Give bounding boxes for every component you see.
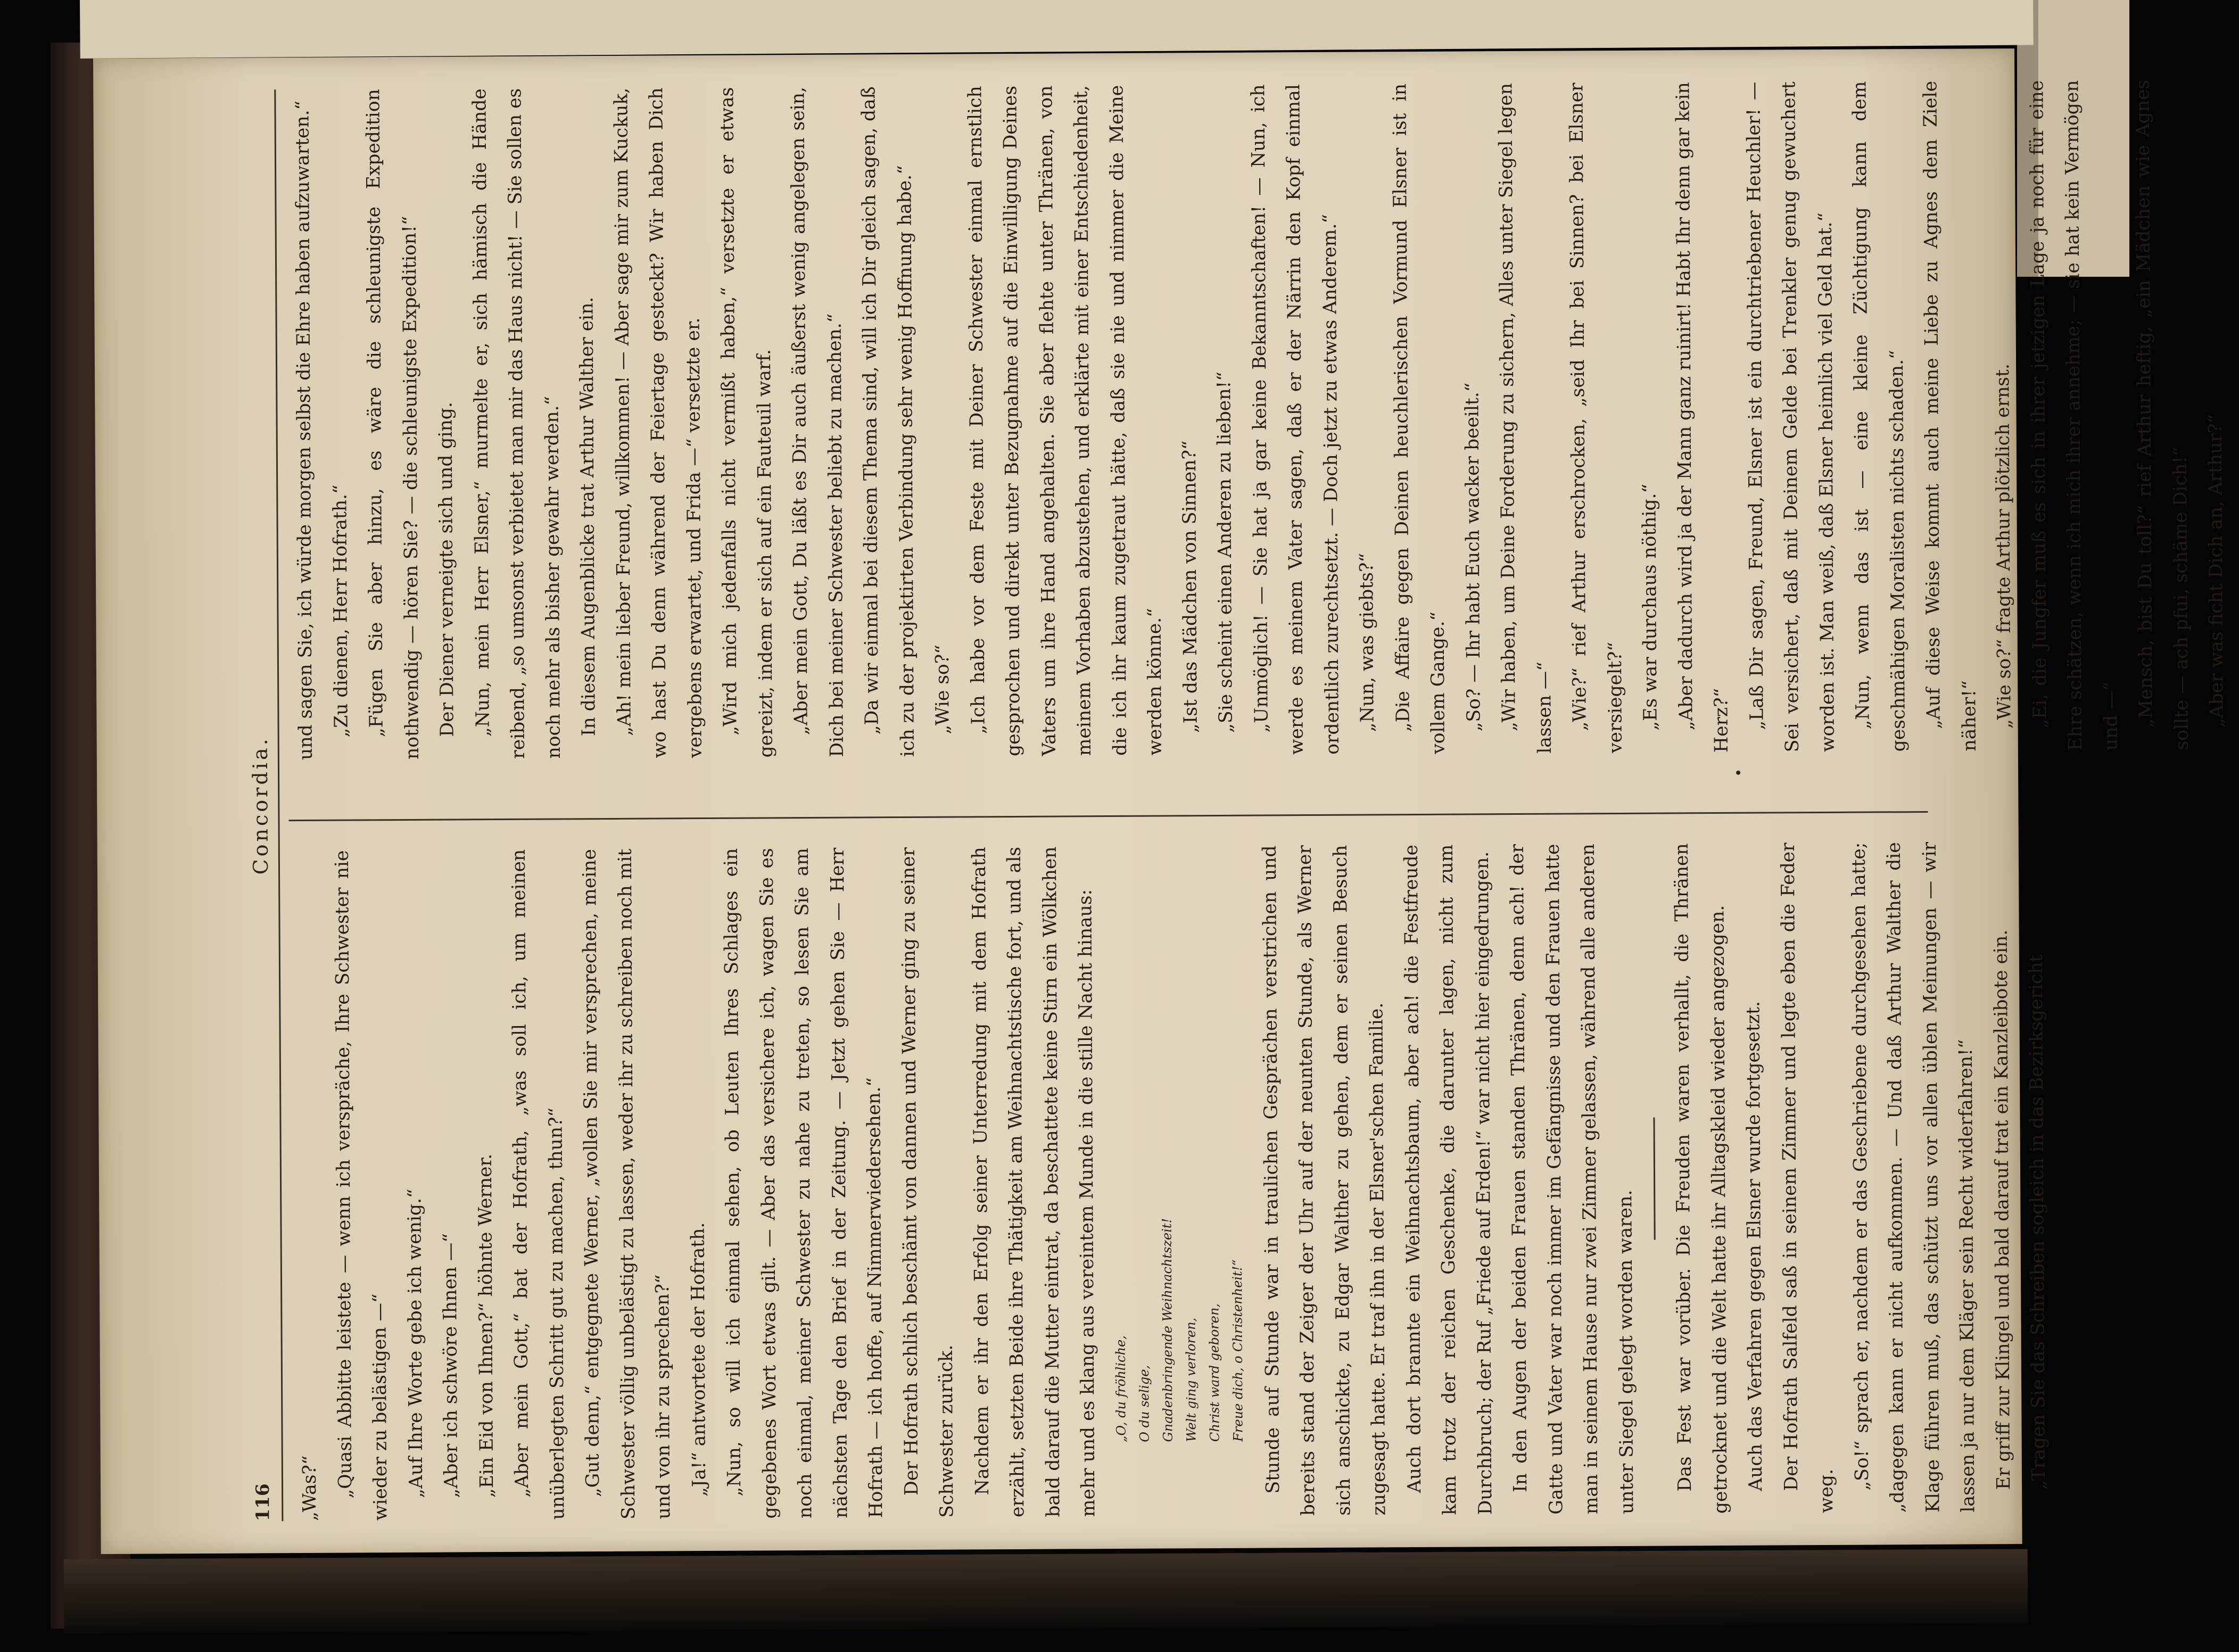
poem-line: O du selige, — [1136, 1365, 1152, 1442]
paragraph: „Auf Ihre Worte gebe ich wenig.“ — [403, 1188, 427, 1498]
paragraph: „Ja!“ antwortete der Hofrath. — [687, 1222, 710, 1497]
paragraph: „Es war durchaus nöthig.“ — [1639, 483, 1662, 731]
paragraph: „Tragen Sie das Schreiben sogleich in das Bezirksgericht — [2025, 954, 2050, 1490]
paragraph: „Ei, die Jungfer muß es sich in ihrer jetzigen Lage ja noch für eine Ehre schätzen, wenn ich mich ihrer annehme; — sie hat kein Vermögen und —“ — [2026, 80, 2122, 751]
paragraph: „Da wir einmal bei diesem Thema sind, will ich Dir gleich sagen, daß ich zu der projektirten Verbindung sehr wenig Hoffnung habe.“ — [858, 86, 919, 757]
paragraph: „Aber was ficht Dich an, Arthur?“ — [2204, 414, 2228, 728]
book-page — [93, 48, 2228, 1554]
poem-line: Christ ward geboren, — [1206, 1303, 1222, 1442]
paragraph: „Aber ich schwöre Ihnen —“ — [439, 1233, 462, 1498]
paragraph: „Wie?“ rief Arthur erschrocken, „seid Ihr bei Sinnen? bei Elsner versiegelt?“ — [1566, 82, 1626, 754]
paragraph: „Ein Eid von Ihnen?“ höhnte Werner. — [474, 1153, 498, 1498]
paragraph: „Mensch, bist Du toll?“ rief Arthur heftig, „ein Mädchen wie Agnes sollte — ach pfui, schäme Dich!“ — [2132, 79, 2193, 750]
paragraph: „Aber mein Gott,“ bat der Hofrath, „was soll ich, um meinen unüberlegten Schritt gut zu machen, thun?“ — [508, 849, 568, 1520]
paragraph: „Laß Dir sagen, Freund, Elsner ist ein durchtriebener Heuchler! — Sei versichert, daß mit Deinem Gelde bei Trenkler genug gewuchert worden ist. Man weiß, daß Elsner heimlich viel Geld hat.“ — [1742, 81, 1839, 753]
left-column — [289, 841, 2050, 1522]
poem-line: Freue dich, o Christenheit!“ — [1229, 1259, 1246, 1442]
paragraph: „Aber dadurch wird ja der Mann ganz ruinirt! Habt Ihr denn gar kein Herz?“ — [1672, 82, 1732, 753]
book-bottom-edge — [64, 1549, 2028, 1633]
paragraph: „Auf diese Weise kommt auch meine Liebe zu Agnes dem Ziele näher!“ — [1920, 80, 1980, 751]
paragraph: „Zu dienen, Herr Hofrath.“ — [329, 484, 352, 738]
paragraph: „Wir haben, um Deine Forderung zu sichern, Alles unter Siegel legen lassen —“ — [1495, 82, 1556, 754]
paragraph: „Nun, wenn das ist — eine kleine Züchtigung kann dem geschmähigen Moralisten nichts schaden.“ — [1849, 81, 1910, 752]
poem-line: Gnadenbringende Weihnachtszeit! — [1159, 1218, 1176, 1442]
paragraph: „Ah! mein lieber Freund, willkommen! — Aber sage mir zum Kuckuk, wo hast Du denn während der Feiertage gesteckt? Wir haben Dich vergebens erwartet, und Frida —“ versetzte er. — [610, 87, 706, 758]
running-title: Concordia. — [248, 736, 273, 875]
paragraph: „So!“ sprach er, nachdem er das Geschriebene durchgesehen hatte; „dagegen kann er nicht aufkommen. — Und daß Arthur Walther die Klage führen muß, das schützt uns vor allen üblen Meinungen — wir lassen ja nur dem Kläger sein Recht widerfahren!“ — [1848, 841, 1979, 1513]
paragraph: Auch dort brannte ein Weihnachtsbaum, aber ach! die Festfreude kam trotz der reichen Geschenke, die darunter lagen, nicht zum Durchbruch; der Ruf „Friede auf Erden!“ war nicht hier eingedrungen. — [1400, 844, 1496, 1515]
header-rule — [274, 89, 283, 1521]
paragraph: Der Diener verneigte sich und ging. — [435, 402, 458, 737]
paragraph: „Quasi Abbitte leistete — wenn ich verspräche, Ihre Schwester nie wieder zu belästigen —“ — [331, 850, 392, 1521]
paragraph: „Wird mich jedenfalls nicht vermißt haben,“ versetzte er etwas gereizt, indem er sich auf ein Fauteuil warf. — [716, 87, 777, 758]
paragraph: „Wie so?“ fragte Arthur plötzlich ernst. — [1992, 364, 2015, 729]
paragraph: „Was?“ — [299, 1455, 321, 1522]
paragraph: „Gut denn,“ entgegnete Werner, „wollen Sie mir versprechen, meine Schwester völlig unbelästigt zu lassen, weder ihr zu schreiben noch mit und von ihr zu sprechen?“ — [579, 848, 675, 1519]
paragraph: Der Hofrath schlich beschämt von dannen und Werner ging zu seiner Schwester zurück. — [897, 847, 958, 1518]
paragraph: „Fügen Sie aber hinzu, es wäre die schleunigste Expedition nothwendig — hören Sie? — die schleunigste Expedition!“ — [362, 89, 423, 759]
paragraph: In diesem Augenblicke trat Arthur Walther ein. — [576, 296, 600, 737]
paragraph: Das Fest war vorüber. Die Freuden waren verhallt, die Thränen getrocknet und die Welt hatte ihr Alltagskleid wieder angezogen. — [1671, 843, 1731, 1514]
paragraph: „Nun, so will ich einmal sehen, ob Leuten Ihres Schlages ein gegebenes Wort etwas gilt. — Aber das versichere ich, wagen Sie es noch einmal, meiner Schwester zu nahe zu treten, so lesen Sie am nächsten Tage den Brief in der Zeitung. — Jetzt gehen Sie — Herr Hofrath — ich hoffe, auf Nimmerwiedersehen.“ — [720, 847, 887, 1519]
paragraph: „Ist das Mädchen von Sinnen?“ — [1178, 440, 1202, 733]
paragraph: „Sie scheint einen Anderen zu lieben!“ — [1213, 371, 1237, 733]
paragraph: und sagen Sie, ich würde morgen selbst die Ehre haben aufzuwarten.“ — [292, 100, 317, 761]
christmas-hymn — [1106, 846, 1250, 1442]
poem-line: „O, du fröhliche, — [1113, 1335, 1129, 1442]
column-rule — [288, 811, 1928, 821]
rotated-page-content — [93, 48, 2228, 1554]
end-mark — [1736, 771, 1740, 775]
paragraph: „Die Affaire gegen Deinen heuchlerischen Vormund Elsner ist in vollem Gange.“ — [1389, 84, 1449, 754]
paragraph: „Wie so?“ — [931, 645, 954, 734]
poem-line: Welt ging verloren, — [1183, 1317, 1199, 1442]
paragraph: Stunde auf Stunde war in traulichen Gesprächen verstrichen und bereits stand der Zeiger der Uhr auf der neunten Stunde, als Werner sich anschickte, zu Edgar Walther zu gehen, dem er seinen Besuch zugesagt hatte. Er traf ihn in der Elsner'schen Familie. — [1259, 845, 1390, 1516]
paragraph: Nachdem er ihr den Erfolg seiner Unterredung mit dem Hofrath erzählt, setzten Beide ihre Thätigkeit am Weihnachtstische fort, und als bald darauf die Mutter eintrat, da beschattete keine Stirn ein Wölkchen mehr und es klang aus vereintem Munde in die stille Nacht hinaus: — [968, 846, 1100, 1518]
paragraph: In den Augen der beiden Frauen standen Thränen, denn ach! der Gatte und Vater war noch immer im Gefängnisse und den Frauen hatte man in seinem Hause nur zwei Zimmer gelassen, während alle anderen unter Siegel gelegt worden waren. — [1506, 844, 1638, 1515]
page-number: 116 — [252, 1483, 274, 1522]
section-separator — [1653, 1118, 1655, 1240]
paragraph: Der Hofrath Salfeld saß in seinem Zimmer und legte eben die Feder weg. — [1777, 842, 1838, 1514]
paragraph: Auch das Verfahren gegen Elsner wurde fortgesetzt. — [1742, 1001, 1767, 1491]
paragraph: „Aber mein Gott, Du läßt es Dir auch äußerst wenig angelegen sein, Dich bei meiner Schwester beliebt zu machen.“ — [787, 86, 848, 757]
paragraph: Er griff zur Klingel und bald darauf trat ein Kanzleibote ein. — [1990, 929, 2014, 1490]
paragraph: „Unmöglich! — Sie hat ja gar keine Bekanntschaften! — Nun, ich werde es meinem Vater sagen, daß er der Närrin den Kopf einmal ordentlich zurechtsetzt. — Doch jetzt zu etwas Anderem.“ — [1247, 84, 1343, 755]
paragraph: „So? — Ihr habt Euch wacker beeilt.“ — [1461, 382, 1485, 732]
paragraph: „Ich habe vor dem Feste mit Deiner Schwester einmal ernstlich gesprochen und direkt unter Bezugnahme auf die Einwilligung Deines Vaters um ihre Hand angehalten. Sie aber flehte unter Thränen, von meinem Vorhaben abzustehen, und erklärte mit einer Entschiedenheit, die ich ihr kaum zugetraut hätte, daß sie nie und nimmer die Meine werden könne.“ — [964, 85, 1166, 757]
right-column — [285, 79, 2228, 761]
paragraph: „Nun, was giebts?“ — [1356, 552, 1378, 732]
paragraph: „Nun, mein Herr Elsner,“ murmelte er, sich hämisch die Hände reibend, „so umsonst verbietet man mir das Haus nicht! — Sie sollen es noch mehr als bisher gewahr werden.“ — [468, 88, 565, 759]
